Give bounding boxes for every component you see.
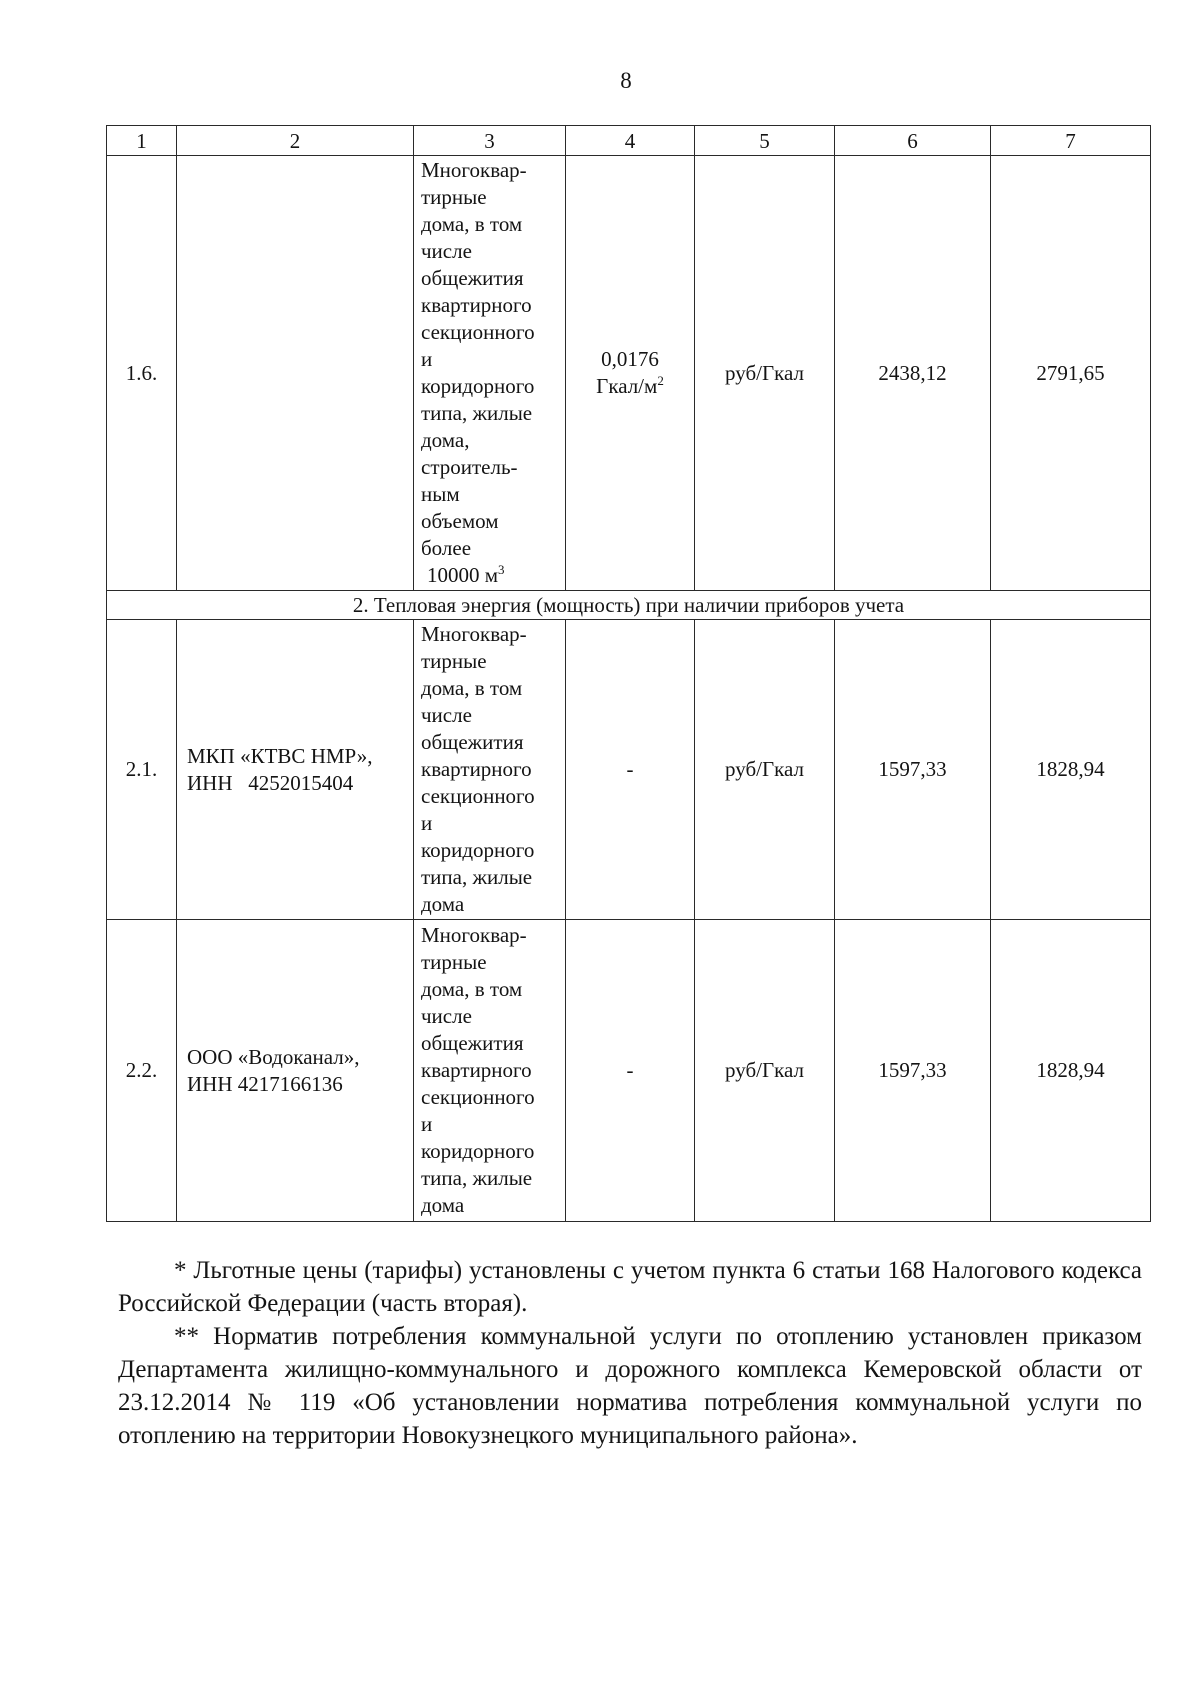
unit-cell: руб/Гкал xyxy=(695,620,835,920)
norm-unit-line xyxy=(566,373,694,400)
desc-line: квартирного xyxy=(421,1058,532,1082)
header-cell: 5 xyxy=(695,126,835,156)
desc-line: дома xyxy=(421,1193,465,1217)
tariff-value: 1597,33 xyxy=(835,920,991,1222)
desc-line: типа, жилые xyxy=(421,865,533,889)
desc-line: типа, жилые xyxy=(421,1166,533,1190)
desc-line: квартирного xyxy=(421,757,532,781)
org-cell xyxy=(177,620,414,920)
desc-line: дома, в том xyxy=(421,212,523,236)
desc-line: числе xyxy=(421,1004,472,1028)
header-cell: 2 xyxy=(177,126,414,156)
desc-line: коридорного xyxy=(421,838,535,862)
consumption-norm: - xyxy=(566,920,695,1222)
desc-line: коридорного xyxy=(421,1139,535,1163)
footnotes xyxy=(118,1254,1142,1452)
desc-line: и xyxy=(421,347,433,371)
tariff-value: 1597,33 xyxy=(835,620,991,920)
desc-line: Многоквар- xyxy=(421,622,527,646)
section-heading-row xyxy=(107,591,1151,620)
section-heading: 2. Тепловая энергия (мощность) при наличии приборов учета xyxy=(107,591,1151,620)
desc-line-volume xyxy=(421,562,565,589)
consumption-norm: - xyxy=(566,620,695,920)
desc-line: числе xyxy=(421,703,472,727)
tariff-table xyxy=(106,125,1151,1222)
desc-line: общежития xyxy=(421,1031,524,1055)
desc-line: общежития xyxy=(421,266,524,290)
tariff-value: 1828,94 xyxy=(991,920,1151,1222)
desc-line: квартирного xyxy=(421,293,532,317)
table-row xyxy=(107,620,1151,920)
desc-line: тирные xyxy=(421,649,487,673)
desc-line: 10000 м xyxy=(427,563,499,587)
tariff-value: 1828,94 xyxy=(991,620,1151,920)
superscript: 3 xyxy=(498,562,505,577)
consumer-category xyxy=(414,620,566,920)
norm-value: 0,0176 xyxy=(601,347,659,371)
desc-line: тирные xyxy=(421,185,487,209)
desc-line: и xyxy=(421,811,433,835)
desc-line: Многоквар- xyxy=(421,158,527,182)
tariff-value: 2438,12 xyxy=(835,156,991,591)
desc-line: дома, в том xyxy=(421,977,523,1001)
org-name: МКП «КТВС НМР», xyxy=(187,743,373,768)
tariff-value: 2791,65 xyxy=(991,156,1151,591)
norm-unit: Гкал/м xyxy=(596,374,658,398)
header-cell: 7 xyxy=(991,126,1151,156)
org-cell xyxy=(177,156,414,591)
org-cell xyxy=(177,920,414,1222)
desc-line: типа, жилые xyxy=(421,401,533,425)
org-name: ООО «Водоканал», xyxy=(187,1044,360,1069)
desc-line: объемом xyxy=(421,509,499,533)
consumption-norm xyxy=(566,156,695,591)
desc-line: более xyxy=(421,536,472,560)
desc-line: числе xyxy=(421,239,472,263)
org-inn: ИНН 4217166136 xyxy=(187,1071,343,1096)
desc-line: и xyxy=(421,1112,433,1136)
footnote-preferential-tariffs: * Льготные цены (тарифы) установлены с учетом пункта 6 статьи 168 Налогового кодекса Российской Федерации (часть вторая). xyxy=(118,1257,1142,1317)
table-header-row xyxy=(107,126,1151,156)
unit-cell: руб/Гкал xyxy=(695,156,835,591)
table-row xyxy=(107,156,1151,591)
desc-line: Многоквар- xyxy=(421,923,527,947)
footnote-consumption-norm: ** Норматив потребления коммунальной услуги по отоплению установлен приказом Департамента жилищно-коммунального и дорожного комплекса Кемеровской области от 23.12.2014 № 119 «Об установлении норматива потребления коммунальной услуги по отоплению на территории Новокузнецкого муниципального района». xyxy=(118,1323,1142,1449)
row-number: 2.2. xyxy=(107,920,177,1222)
header-cell: 1 xyxy=(107,126,177,156)
desc-line: дома xyxy=(421,892,465,916)
desc-line: тирные xyxy=(421,950,487,974)
row-number: 2.1. xyxy=(107,620,177,920)
desc-line: ным xyxy=(421,482,460,506)
unit-cell: руб/Гкал xyxy=(695,920,835,1222)
consumer-category xyxy=(414,156,566,591)
desc-line: секционного xyxy=(421,784,535,808)
desc-line: строитель- xyxy=(421,455,518,479)
desc-line: секционного xyxy=(421,320,535,344)
desc-line: коридорного xyxy=(421,374,535,398)
page-number: 8 xyxy=(620,68,632,93)
table-row xyxy=(107,920,1151,1222)
desc-line: дома, xyxy=(421,428,470,452)
row-number: 1.6. xyxy=(107,156,177,591)
org-inn: ИНН 4252015404 xyxy=(187,770,354,795)
desc-line: общежития xyxy=(421,730,524,754)
header-cell: 6 xyxy=(835,126,991,156)
consumer-category xyxy=(414,920,566,1222)
header-cell: 4 xyxy=(566,126,695,156)
desc-line: дома, в том xyxy=(421,676,523,700)
header-cell: 3 xyxy=(414,126,566,156)
desc-line: секционного xyxy=(421,1085,535,1109)
superscript: 2 xyxy=(657,373,664,388)
